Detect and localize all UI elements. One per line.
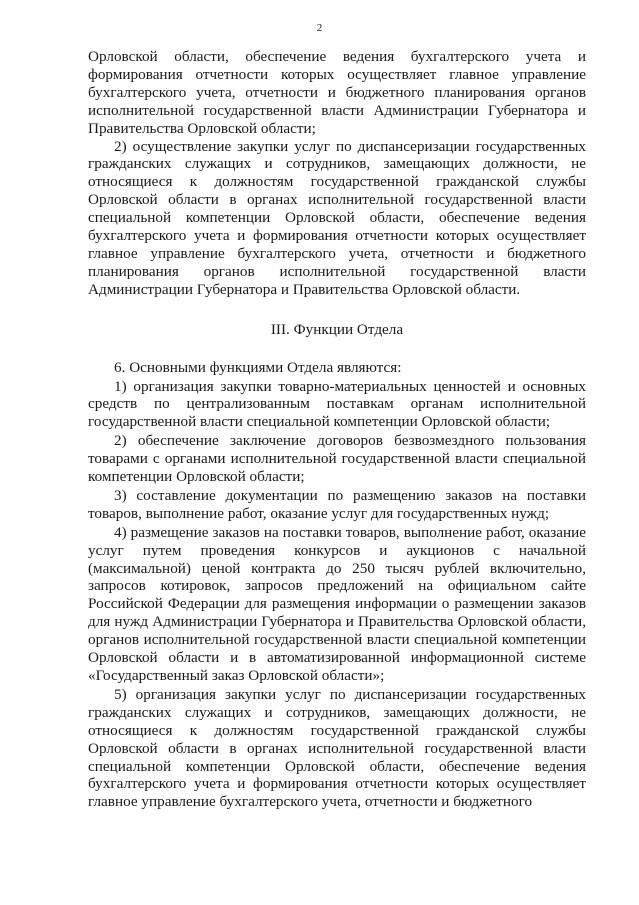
paragraph-function-4: 4) размещение заказов на поставки товаров, выполнение работ, оказание услуг путем проведения конкурсов и аукционов с начальной (максимальной) ценой контракта до 250 тысяч рублей включительно, запросов котировок, запросов предложений на официальном сайте Российской Федерации для размещения информации о размещении заказов для нужд Администрации Губернатора и Правительства Орловской области, органов исполнительной государственной власти специальной компетенции Орловской области и в автоматизированной информационной системе «Государственный заказ Орловской области»;	[88, 523, 586, 684]
document-body	[88, 48, 586, 811]
paragraph-item-2: 2) осуществление закупки услуг по диспансеризации государственных гражданских служащих и сотрудников, замещающих должности, не относящиеся к должностям государственной гражданской службы Орловской области в органах исполнительной государственной власти специальной компетенции Орловской области, обеспечение ведения бухгалтерского учета и формирования отчетности которых осуществляет главное управление бухгалтерского учета, отчетности и бюджетного планирования органов исполнительной государственной власти Администрации Губернатора и Правительства Орловской области.	[88, 137, 586, 298]
paragraph-function-1: 1) организация закупки товарно-материальных ценностей и основных средств по централизованным поставкам органам исполнительной государственной власти специальной компетенции Орловской области;	[88, 377, 586, 431]
section-heading: III. Функции Отдела	[270, 320, 404, 338]
paragraph-continuation: Орловской области, обеспечение ведения бухгалтерского учета и формирования отчетности которых осуществляет главное управление бухгалтерского учета, отчетности и бюджетного планирования органов исполнительной государственной власти Администрации Губернатора и Правительства Орловской области;	[88, 48, 586, 137]
paragraph-function-3: 3) составление документации по размещению заказов на поставки товаров, выполнение работ, оказание услуг для государственных нужд;	[88, 486, 586, 522]
page-number: 2	[316, 22, 323, 34]
paragraph-function-5: 5) организация закупки услуг по диспансеризации государственных гражданских служащих и сотрудников, замещающих должности, не относящиеся к должностям государственной гражданской службы Орловской области в органах исполнительной государственной власти специальной компетенции Орловской области, обеспечение ведения бухгалтерского учета и формирования отчетности которых осуществляет главное управление бухгалтерского учета, отчетности и бюджетного	[88, 685, 586, 811]
paragraph-function-2: 2) обеспечение заключение договоров безвозмездного пользования товарами с органами исполнительной государственной власти специальной компетенции Орловской области;	[88, 432, 586, 486]
paragraph-functions-intro: 6. Основными функциями Отдела являются:	[114, 358, 402, 376]
